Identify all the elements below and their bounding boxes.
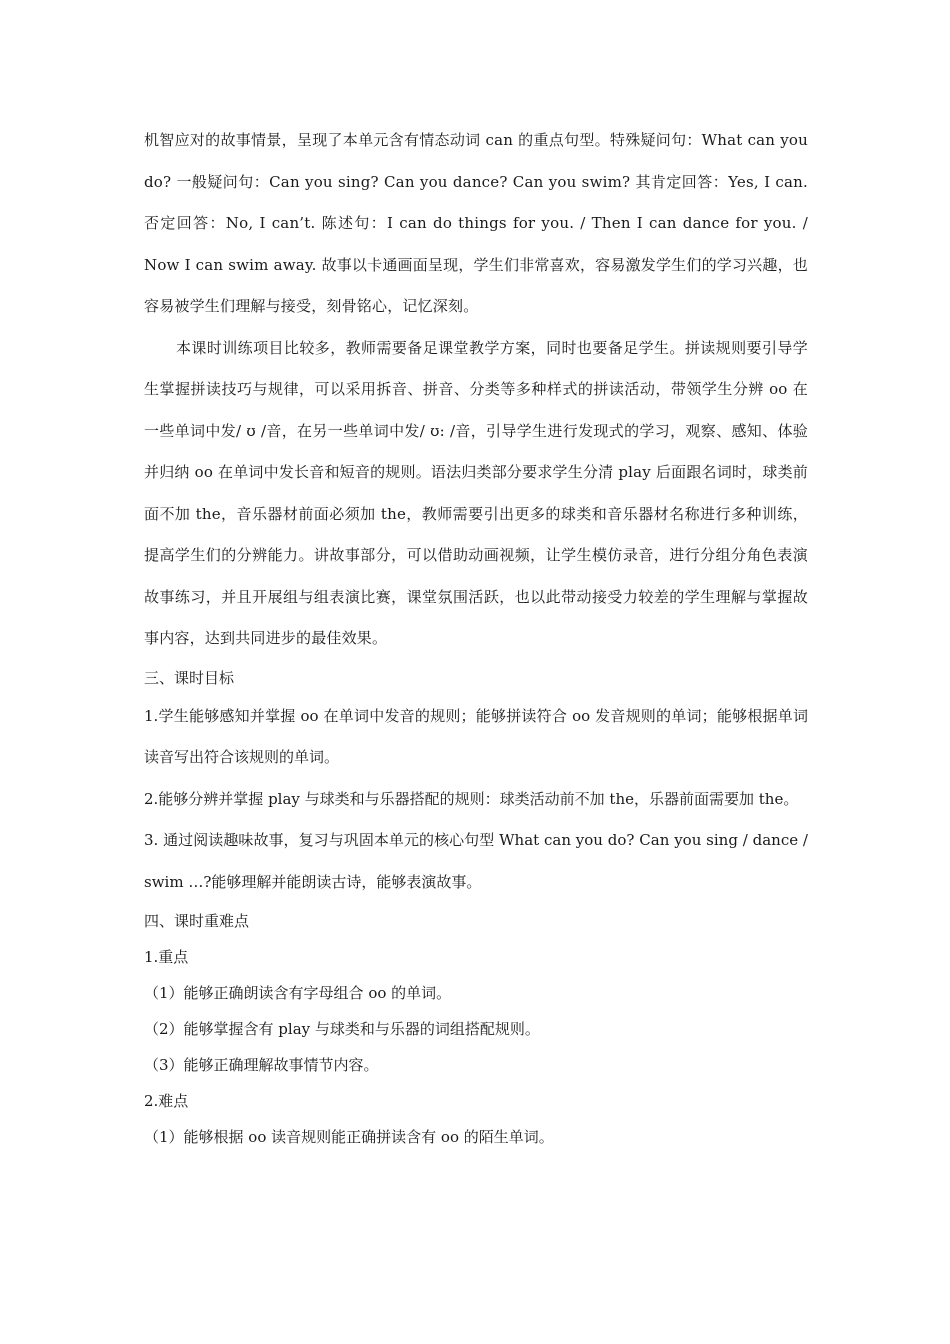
objective-item-1: 1.学生能够感知并掌握 oo 在单词中发音的规则；能够拼读符合 oo 发音规则的单词；能够根据单词读音写出符合该规则的单词。	[144, 706, 808, 766]
section-heading-key-points: 四、课时重难点	[144, 912, 250, 930]
difficulty-point-1: （1）能够根据 oo 读音规则能正确拼读含有 oo 的陌生单词。	[144, 1128, 554, 1146]
key-point-2: （2）能够掌握含有 play 与球类和与乐器的词组搭配规则。	[144, 1020, 540, 1038]
section-heading-objectives: 三、课时目标	[144, 668, 235, 687]
teaching-paragraph: 本课时训练项目比较多，教师需要备足课堂教学方案，同时也要备足学生。拼读规则要引导学生掌握拼读技巧与规律，可以采用拆音、拼音、分类等多种样式的拼读活动，带领学生分辨 oo 在一些单词中发/ ʊ /音，在另一些单词中发/ ʊ: /音，引导学生进行发现式的学习，观察、感知、体验并归纳 oo 在单词中发长音和短音的规则。语法归类部分要求学生分清 play 后面跟名词时，球类前面不加 the，音乐器材前面必须加 the，教师需要引出更多的球类和音乐器材名称进行多种训练，提高学生们的分辨能力。讲故事部分，可以借助动画视频，让学生模仿录音，进行分组分角色表演故事练习，并且开展组与组表演比赛，课堂氛围活跃，也以此带动接受力较差的学生理解与掌握故事内容，达到共同进步的最佳效果。	[144, 338, 808, 647]
document-page	[144, 120, 808, 1155]
objective-item-2: 2.能够分辨并掌握 play 与球类和与乐器搭配的规则：球类活动前不加 the，乐器前面需要加 the。	[144, 789, 799, 808]
key-point-3: （3）能够正确理解故事情节内容。	[144, 1056, 379, 1074]
intro-paragraph: 机智应对的故事情景，呈现了本单元含有情态动词 can 的重点句型。特殊疑问句：What can you do? 一般疑问句：Can you sing? Can you dance? Can you swim? 其肯定回答：Yes, I can. 否定回答：No, I can’t. 陈述句：I can do things for you. / Then I can dance for you. / Now I can swim away. 故事以卡通画面呈现，学生们非常喜欢，容易激发学生们的学习兴趣，也容易被学生们理解与接受，刻骨铭心，记忆深刻。	[144, 131, 808, 315]
key-points-heading: 1.重点	[144, 948, 189, 966]
key-point-1: （1）能够正确朗读含有字母组合 oo 的单词。	[144, 984, 452, 1002]
objective-item-3: 3. 通过阅读趣味故事，复习与巩固本单元的核心句型 What can you do? Can you sing / dance / swim …?能够理解并能朗读古诗，能够表演故事。	[144, 831, 808, 891]
difficulty-heading: 2.难点	[144, 1092, 189, 1110]
